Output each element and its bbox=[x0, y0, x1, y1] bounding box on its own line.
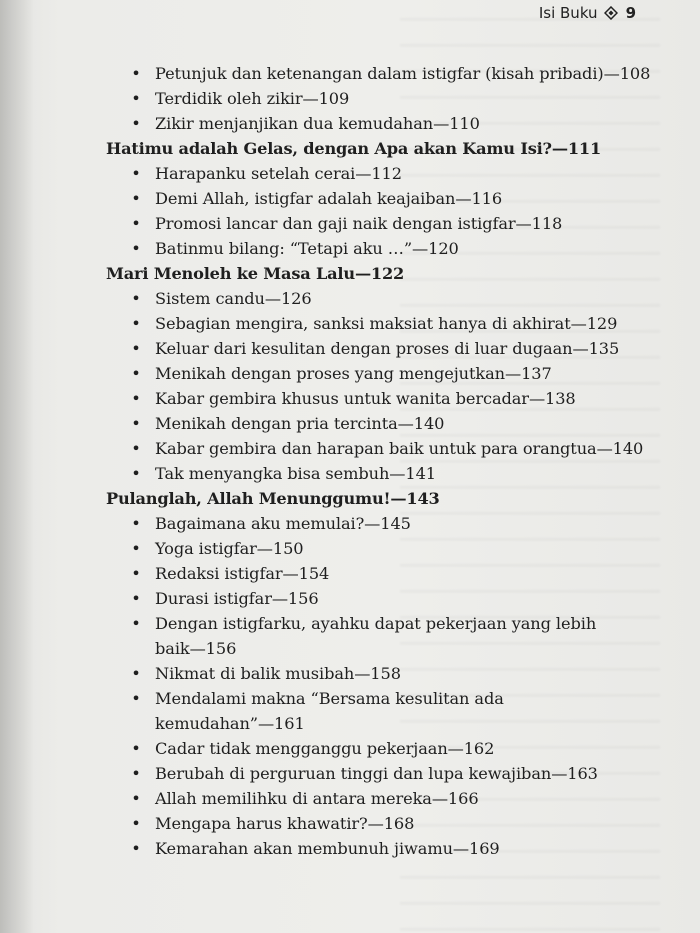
bullet-icon: • bbox=[131, 689, 141, 708]
list-item bbox=[106, 611, 686, 661]
bullet-icon: • bbox=[131, 439, 141, 458]
list-item bbox=[106, 86, 686, 111]
list-item bbox=[106, 811, 686, 836]
list-item-text: Kemarahan akan membunuh jiwamu—169 bbox=[155, 839, 500, 858]
list-item-text: Harapanku setelah cerai—112 bbox=[155, 164, 402, 183]
bullet-icon: • bbox=[131, 64, 141, 83]
list-item-text: Sebagian mengira, sanksi maksiat hanya di akhirat—129 bbox=[155, 314, 618, 333]
bullet-icon: • bbox=[131, 839, 141, 858]
table-of-contents bbox=[106, 61, 686, 861]
list-item-text-continued: kemudahan”—161 bbox=[155, 714, 305, 733]
list-item-text: Tak menyangka bisa sembuh—141 bbox=[155, 464, 436, 483]
bullet-icon: • bbox=[131, 364, 141, 383]
list-item-text: Batinmu bilang: “Tetapi aku …”—120 bbox=[155, 239, 459, 258]
bullet-icon: • bbox=[131, 214, 141, 233]
list-item-text: Yoga istigfar—150 bbox=[155, 539, 304, 558]
bullet-icon: • bbox=[131, 464, 141, 483]
list-item bbox=[106, 186, 686, 211]
list-item bbox=[106, 561, 686, 586]
bullet-icon: • bbox=[131, 564, 141, 583]
bullet-icon: • bbox=[131, 114, 141, 133]
list-item-text: Petunjuk dan ketenangan dalam istigfar (kisah pribadi)—108 bbox=[155, 64, 651, 83]
list-item bbox=[106, 61, 686, 86]
bullet-icon: • bbox=[131, 514, 141, 533]
list-item-text: Dengan istigfarku, ayahku dapat pekerjaan yang lebih bbox=[155, 614, 597, 633]
list-item-text: Kabar gembira dan harapan baik untuk para orangtua—140 bbox=[155, 439, 644, 458]
list-item-text: Berubah di perguruan tinggi dan lupa kewajiban—163 bbox=[155, 764, 598, 783]
section-heading: Mari Menoleh ke Masa Lalu—122 bbox=[106, 264, 405, 283]
bullet-icon: • bbox=[131, 239, 141, 258]
list-item bbox=[106, 361, 686, 386]
bullet-icon: • bbox=[131, 739, 141, 758]
list-item bbox=[106, 286, 686, 311]
list-item-text-continued: baik—156 bbox=[155, 639, 237, 658]
list-item-text: Menikah dengan proses yang mengejutkan—137 bbox=[155, 364, 552, 383]
list-item-text: Durasi istigfar—156 bbox=[155, 589, 319, 608]
list-item-text: Mendalami makna “Bersama kesulitan ada bbox=[155, 689, 504, 708]
list-item bbox=[106, 386, 686, 411]
bullet-icon: • bbox=[131, 389, 141, 408]
list-item-text: Zikir menjanjikan dua kemudahan—110 bbox=[155, 114, 480, 133]
list-item bbox=[106, 511, 686, 536]
bullet-icon: • bbox=[131, 764, 141, 783]
list-item-text: Nikmat di balik musibah—158 bbox=[155, 664, 401, 683]
list-item bbox=[106, 161, 686, 186]
bullet-icon: • bbox=[131, 89, 141, 108]
list-item-text: Terdidik oleh zikir—109 bbox=[155, 89, 350, 108]
list-item bbox=[106, 536, 686, 561]
bullet-icon: • bbox=[131, 189, 141, 208]
list-item bbox=[106, 336, 686, 361]
list-item bbox=[106, 411, 686, 436]
bullet-icon: • bbox=[131, 789, 141, 808]
bullet-icon: • bbox=[131, 164, 141, 183]
section-heading: Hatimu adalah Gelas, dengan Apa akan Kamu Isi?—111 bbox=[106, 139, 602, 158]
list-item bbox=[106, 211, 686, 236]
list-item-text: Sistem candu—126 bbox=[155, 289, 312, 308]
list-item bbox=[106, 236, 686, 261]
bullet-icon: • bbox=[131, 314, 141, 333]
list-item-text: Allah memilihku di antara mereka—166 bbox=[155, 789, 479, 808]
list-item-text: Demi Allah, istigfar adalah keajaiban—116 bbox=[155, 189, 503, 208]
header-title: Isi Buku bbox=[538, 4, 598, 22]
list-item-text: Cadar tidak mengganggu pekerjaan—162 bbox=[155, 739, 495, 758]
page-binding-shadow bbox=[0, 0, 34, 933]
list-item bbox=[106, 836, 686, 861]
bullet-icon: • bbox=[131, 339, 141, 358]
list-item bbox=[106, 736, 686, 761]
list-item bbox=[106, 761, 686, 786]
bullet-icon: • bbox=[131, 589, 141, 608]
list-item bbox=[106, 461, 686, 486]
list-item bbox=[106, 586, 686, 611]
diamond-icon bbox=[604, 6, 618, 20]
list-item-text: Promosi lancar dan gaji naik dengan istigfar—118 bbox=[155, 214, 563, 233]
bullet-icon: • bbox=[131, 289, 141, 308]
list-item bbox=[106, 436, 686, 461]
bullet-icon: • bbox=[131, 614, 141, 633]
running-header bbox=[539, 4, 636, 22]
bullet-icon: • bbox=[131, 414, 141, 433]
list-item-text: Mengapa harus khawatir?—168 bbox=[155, 814, 415, 833]
list-item-text: Bagaimana aku memulai?—145 bbox=[155, 514, 411, 533]
list-item-text: Redaksi istigfar—154 bbox=[155, 564, 330, 583]
list-item bbox=[106, 661, 686, 686]
list-item bbox=[106, 786, 686, 811]
bullet-icon: • bbox=[131, 539, 141, 558]
list-item-text: Kabar gembira khusus untuk wanita bercadar—138 bbox=[155, 389, 576, 408]
list-item bbox=[106, 111, 686, 136]
list-item-text: Keluar dari kesulitan dengan proses di luar dugaan—135 bbox=[155, 339, 620, 358]
section-heading: Pulanglah, Allah Menunggumu!—143 bbox=[106, 489, 440, 508]
list-item bbox=[106, 311, 686, 336]
list-item-text: Menikah dengan pria tercinta—140 bbox=[155, 414, 445, 433]
bullet-icon: • bbox=[131, 664, 141, 683]
list-item bbox=[106, 686, 686, 736]
page-number: 9 bbox=[625, 4, 636, 22]
bullet-icon: • bbox=[131, 814, 141, 833]
